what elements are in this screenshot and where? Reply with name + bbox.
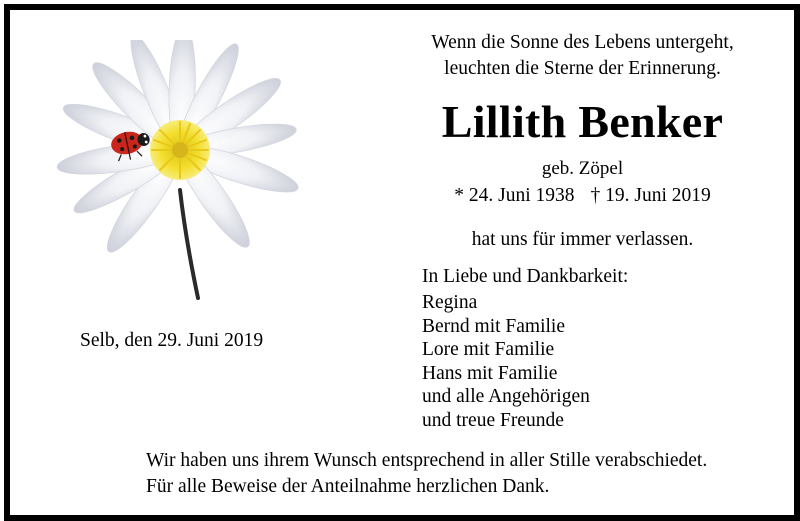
mourner-item: und treue Freunde: [422, 409, 564, 431]
closing-line-2: Für alle Beweise der Anteilnahme herzlichen Dank.: [146, 476, 550, 497]
birth-date: * 24. Juni 1938: [454, 185, 575, 206]
life-dates: [380, 183, 785, 209]
mourner-item: Bernd mit Familie: [422, 315, 565, 337]
mourner-item: Hans mit Familie: [422, 362, 558, 384]
mourners-heading: In Liebe und Dankbarkeit:: [422, 266, 629, 287]
motto-line-2: leuchten die Sterne der Erinnerung.: [444, 58, 721, 79]
mourners-list: [422, 291, 590, 433]
mourner-item: Lore mit Familie: [422, 339, 555, 361]
place-date: Selb, den 29. Juni 2019: [80, 330, 264, 351]
motto: [380, 30, 785, 82]
deceased-name: Lillith Benker: [441, 96, 724, 147]
statement: hat uns für immer verlassen.: [471, 229, 694, 250]
daisy-with-ladybug-icon: [30, 40, 330, 305]
mourner-item: Regina: [422, 292, 478, 313]
death-date: † 19. Juni 2019: [590, 185, 711, 206]
motto-line-1: Wenn die Sonne des Lebens untergeht,: [431, 32, 734, 53]
closing-text: [146, 448, 707, 500]
mourner-item: und alle Angehörigen: [422, 386, 590, 408]
maiden-name: geb. Zöpel: [541, 158, 624, 179]
closing-line-1: Wir haben uns ihrem Wunsch entsprechend in aller Stille verabschiedet.: [146, 450, 708, 471]
